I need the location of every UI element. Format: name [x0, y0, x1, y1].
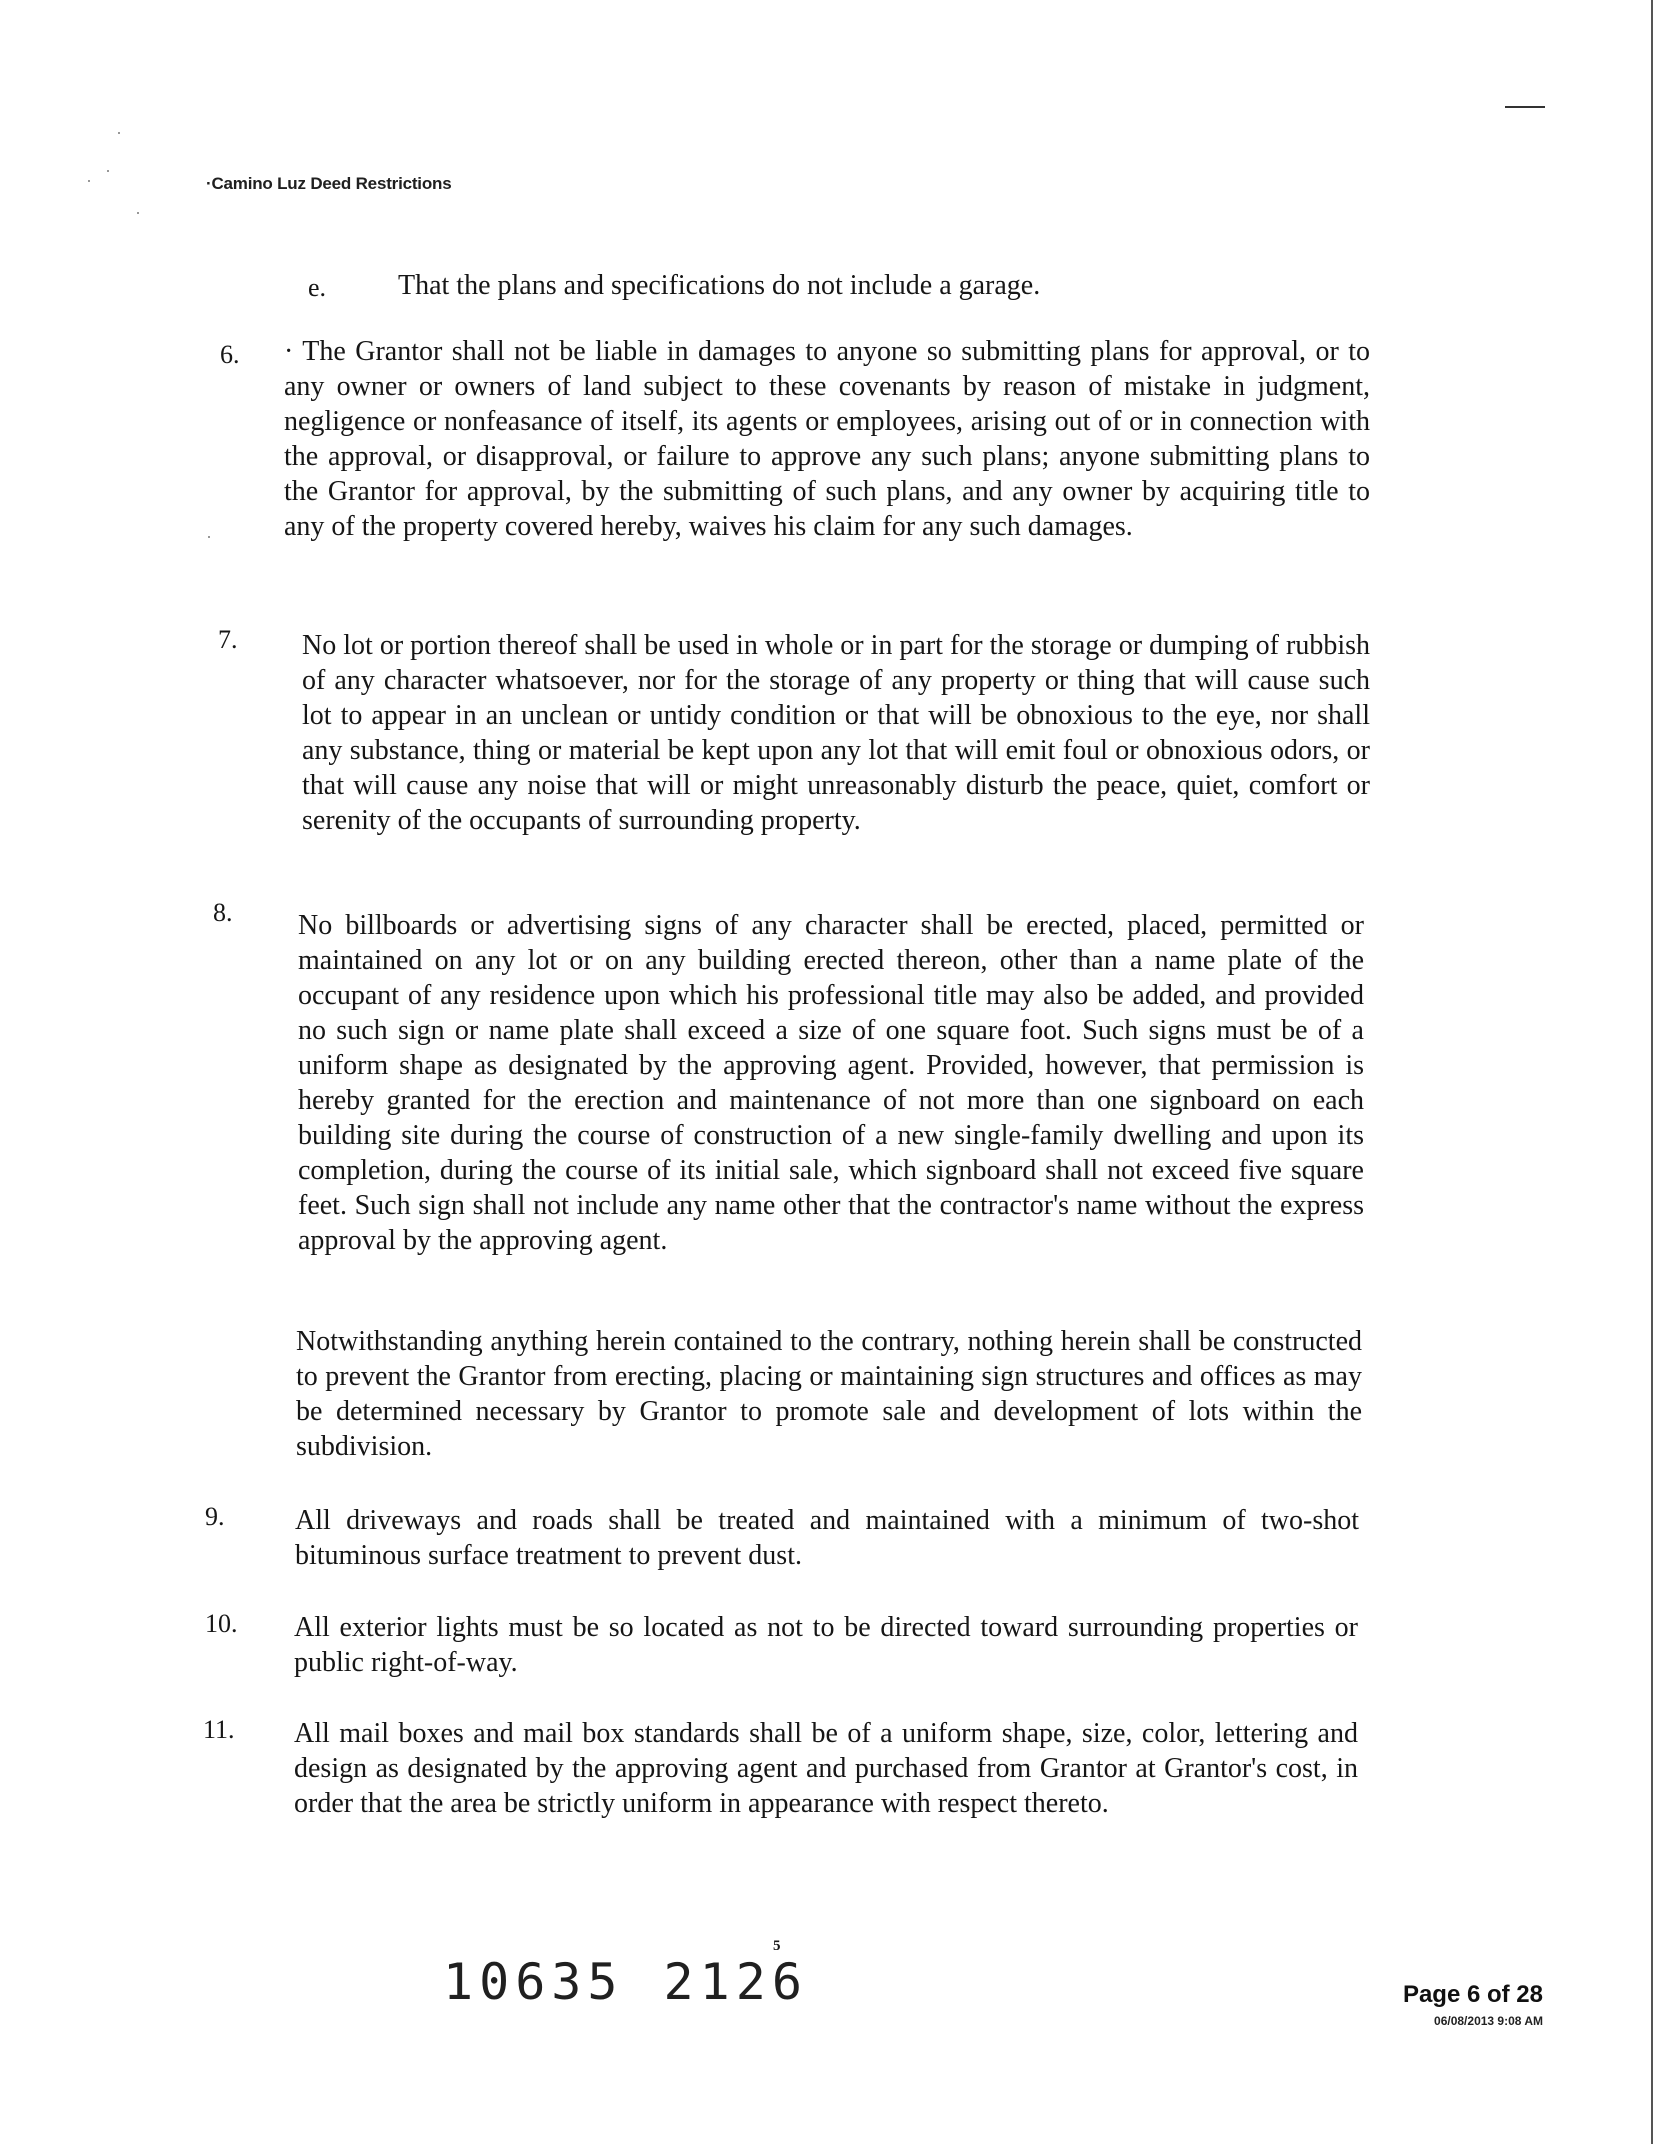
item-marker: e. [308, 273, 327, 302]
item-text: All exterior lights must be so located as not to be directed toward surrounding properties or public right-of-way. [294, 1612, 1358, 1678]
stamp-page-count: Page 6 of 28 [1402, 1981, 1543, 2008]
scan-speck [88, 180, 90, 182]
item-text: All driveways and roads shall be treated and maintained with a minimum of two-shot bituminous surface treatment to prevent dust. [295, 1505, 1359, 1571]
scan-mark [1505, 106, 1545, 108]
scan-speck [118, 132, 120, 134]
item-marker: 10. [205, 1609, 238, 1638]
recording-book: 10635 [443, 1953, 624, 2011]
item-text: All mail boxes and mail box standards shall be of a uniform shape, size, color, lettering and design as designated by the approving agent and purchased from Grantor at Grantor's cost, in order that the area be strictly uniform in appearance with respect thereto. [294, 1718, 1358, 1819]
item-marker: 6. [220, 340, 240, 369]
scan-speck [107, 170, 109, 172]
item-text: Notwithstanding anything herein contained to the contrary, nothing herein shall be constructed to prevent the Grantor from erecting, placing or maintaining sign structures and offices as may be determined necessary by Grantor to promote sale and development of lots within the subdivision. [296, 1326, 1362, 1462]
item-text: No lot or portion thereof shall be used in whole or in part for the storage or dumping of rubbish of any character whatsoever, nor for the storage of any property or thing that will cause such lot to appear in an unclean or untidy condition or that will be obnoxious to the eye, nor shall any substance, thing or material be kept upon any lot that will emit foul or obnoxious odors, or that will cause any noise that will or might unreasonably disturb the peace, quiet, comfort or serenity of the occupants of surrounding property. [302, 630, 1370, 836]
item-marker: 7. [218, 625, 238, 654]
scan-speck [208, 536, 210, 538]
page-number: 5 [773, 1938, 781, 1954]
item-text: No billboards or advertising signs of any character shall be erected, placed, permitted or maintained on any lot or on any building erected thereon, other than a name plate of the occupant of any residence upon which his professional title may also be added, and provided no such sign or name plate shall exceed a size of one square foot. Such signs must be of a uniform shape as designated by the approving agent. Provided, however, that permission is hereby granted for the erection and maintenance of not more than one signboard on each building site during the course of construction of a new single-family dwelling and upon its completion, during the course of its initial sale, which signboard shall not exceed five square feet. Such sign shall not include any name other that the contractor's name without the express approval by the approving agent. [298, 910, 1364, 1256]
item-marker: 8. [213, 898, 233, 927]
item-text: · The Grantor shall not be liable in damages to anyone so submitting plans for approval, or to any owner or owners of land subject to these covenants by reason of mistake in judgment, negligence or nonfeasance of itself, its agents or employees, arising out of or in connection with the approval, or disapproval, or failure to approve any such plans; anyone submitting plans to the Grantor for approval, by the submitting of such plans, and any owner by acquiring title to any of the property covered hereby, waives his claim for any such damages. [284, 336, 1370, 542]
recording-number [443, 1953, 808, 2011]
scan-page-edge [1651, 0, 1653, 2144]
stamp-date: 06/08/2013 9:08 AM [1434, 2014, 1543, 2028]
item-marker: 9. [205, 1502, 225, 1531]
scan-speck [137, 212, 139, 214]
recording-page: 2126 [663, 1953, 808, 2011]
document-header: ·Camino Luz Deed Restrictions [206, 174, 452, 193]
item-text: That the plans and specifications do not include a garage. [398, 270, 1041, 301]
item-marker: 11. [203, 1715, 235, 1744]
